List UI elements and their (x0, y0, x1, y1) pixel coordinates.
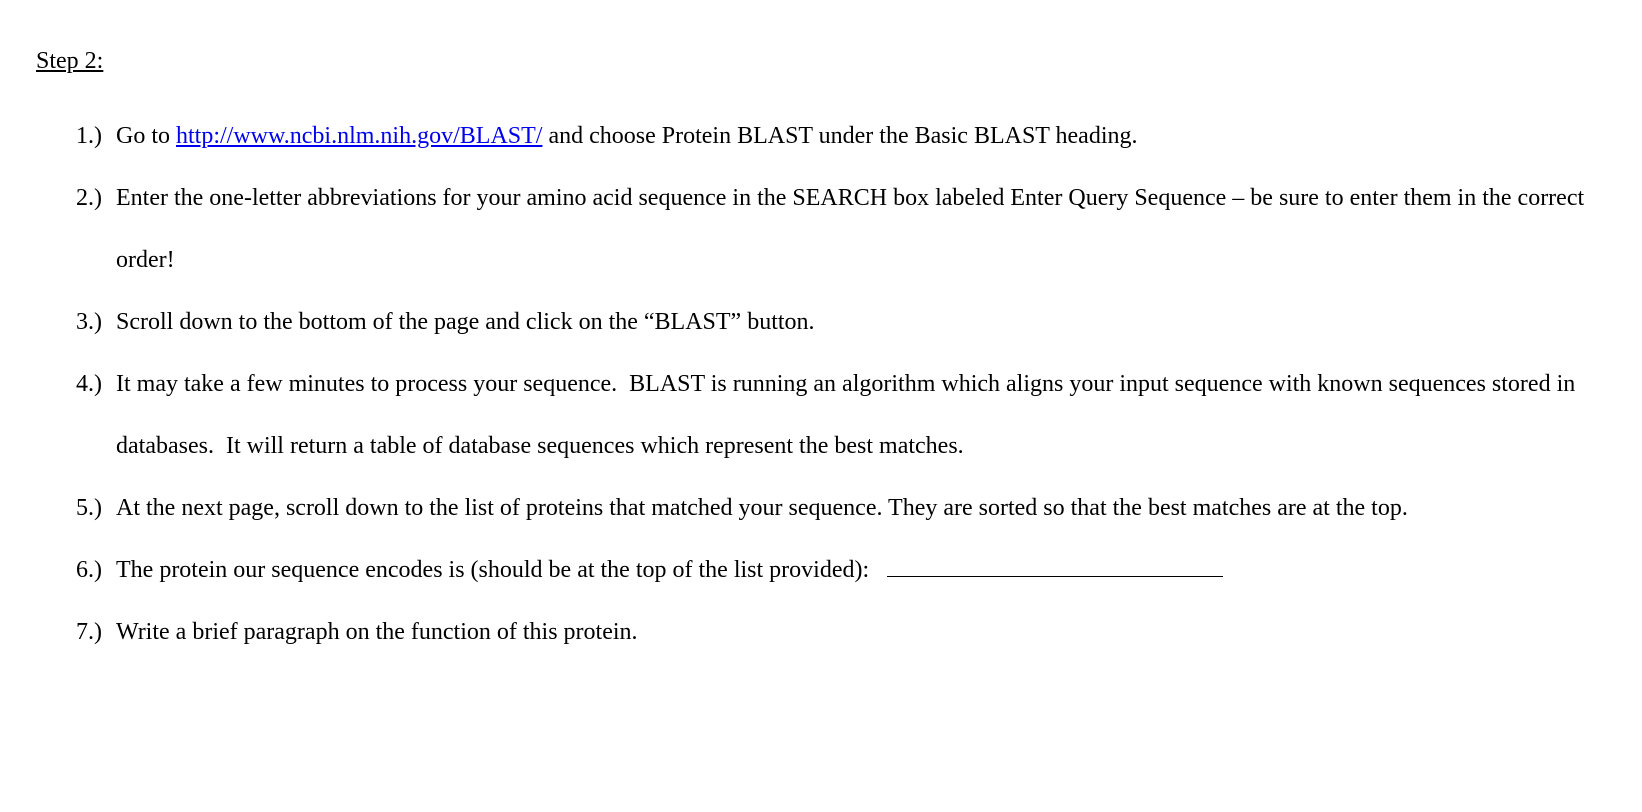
step-text: It may take a few minutes to process your sequence. BLAST is running an algorithm which aligns your input sequence with known sequences stored in databases. It will return a table of database sequences which represent the best matches. (116, 371, 1582, 459)
step-text-before: Go to (116, 123, 176, 149)
answer-blank-line[interactable] (887, 558, 1223, 577)
step-number: 3.) (76, 309, 102, 335)
step-text: The protein our sequence encodes is (should be at the top of the list provided): (116, 557, 870, 583)
step-text: Enter the one-letter abbreviations for your amino acid sequence in the SEARCH box labeled Enter Query Sequence – be sure to enter them in the correct order! (116, 185, 1585, 273)
step-number: 2.) (76, 185, 102, 211)
step-text: Scroll down to the bottom of the page and click on the “BLAST” button. (116, 309, 815, 335)
step-number: 7.) (76, 619, 102, 645)
blast-link[interactable]: http://www.ncbi.nlm.nih.gov/BLAST/ (176, 123, 543, 149)
step-text: At the next page, scroll down to the list of proteins that matched your sequence. They are sorted so that the best matches are at the top. (116, 495, 1408, 521)
step-number: 6.) (76, 557, 102, 583)
list-item (76, 601, 1616, 663)
list-item (76, 353, 1616, 477)
step-heading: Step 2: (36, 48, 104, 74)
list-item (76, 477, 1616, 539)
step-text-after: and choose Protein BLAST under the Basic BLAST heading. (542, 123, 1138, 149)
list-item (76, 167, 1616, 291)
step-number: 5.) (76, 495, 102, 521)
list-item (76, 105, 1616, 167)
step-number: 1.) (76, 123, 102, 149)
list-item (76, 539, 1616, 601)
steps-list (76, 105, 1616, 663)
step-number: 4.) (76, 371, 102, 397)
list-item (76, 291, 1616, 353)
step-text: Write a brief paragraph on the function of this protein. (116, 619, 638, 645)
